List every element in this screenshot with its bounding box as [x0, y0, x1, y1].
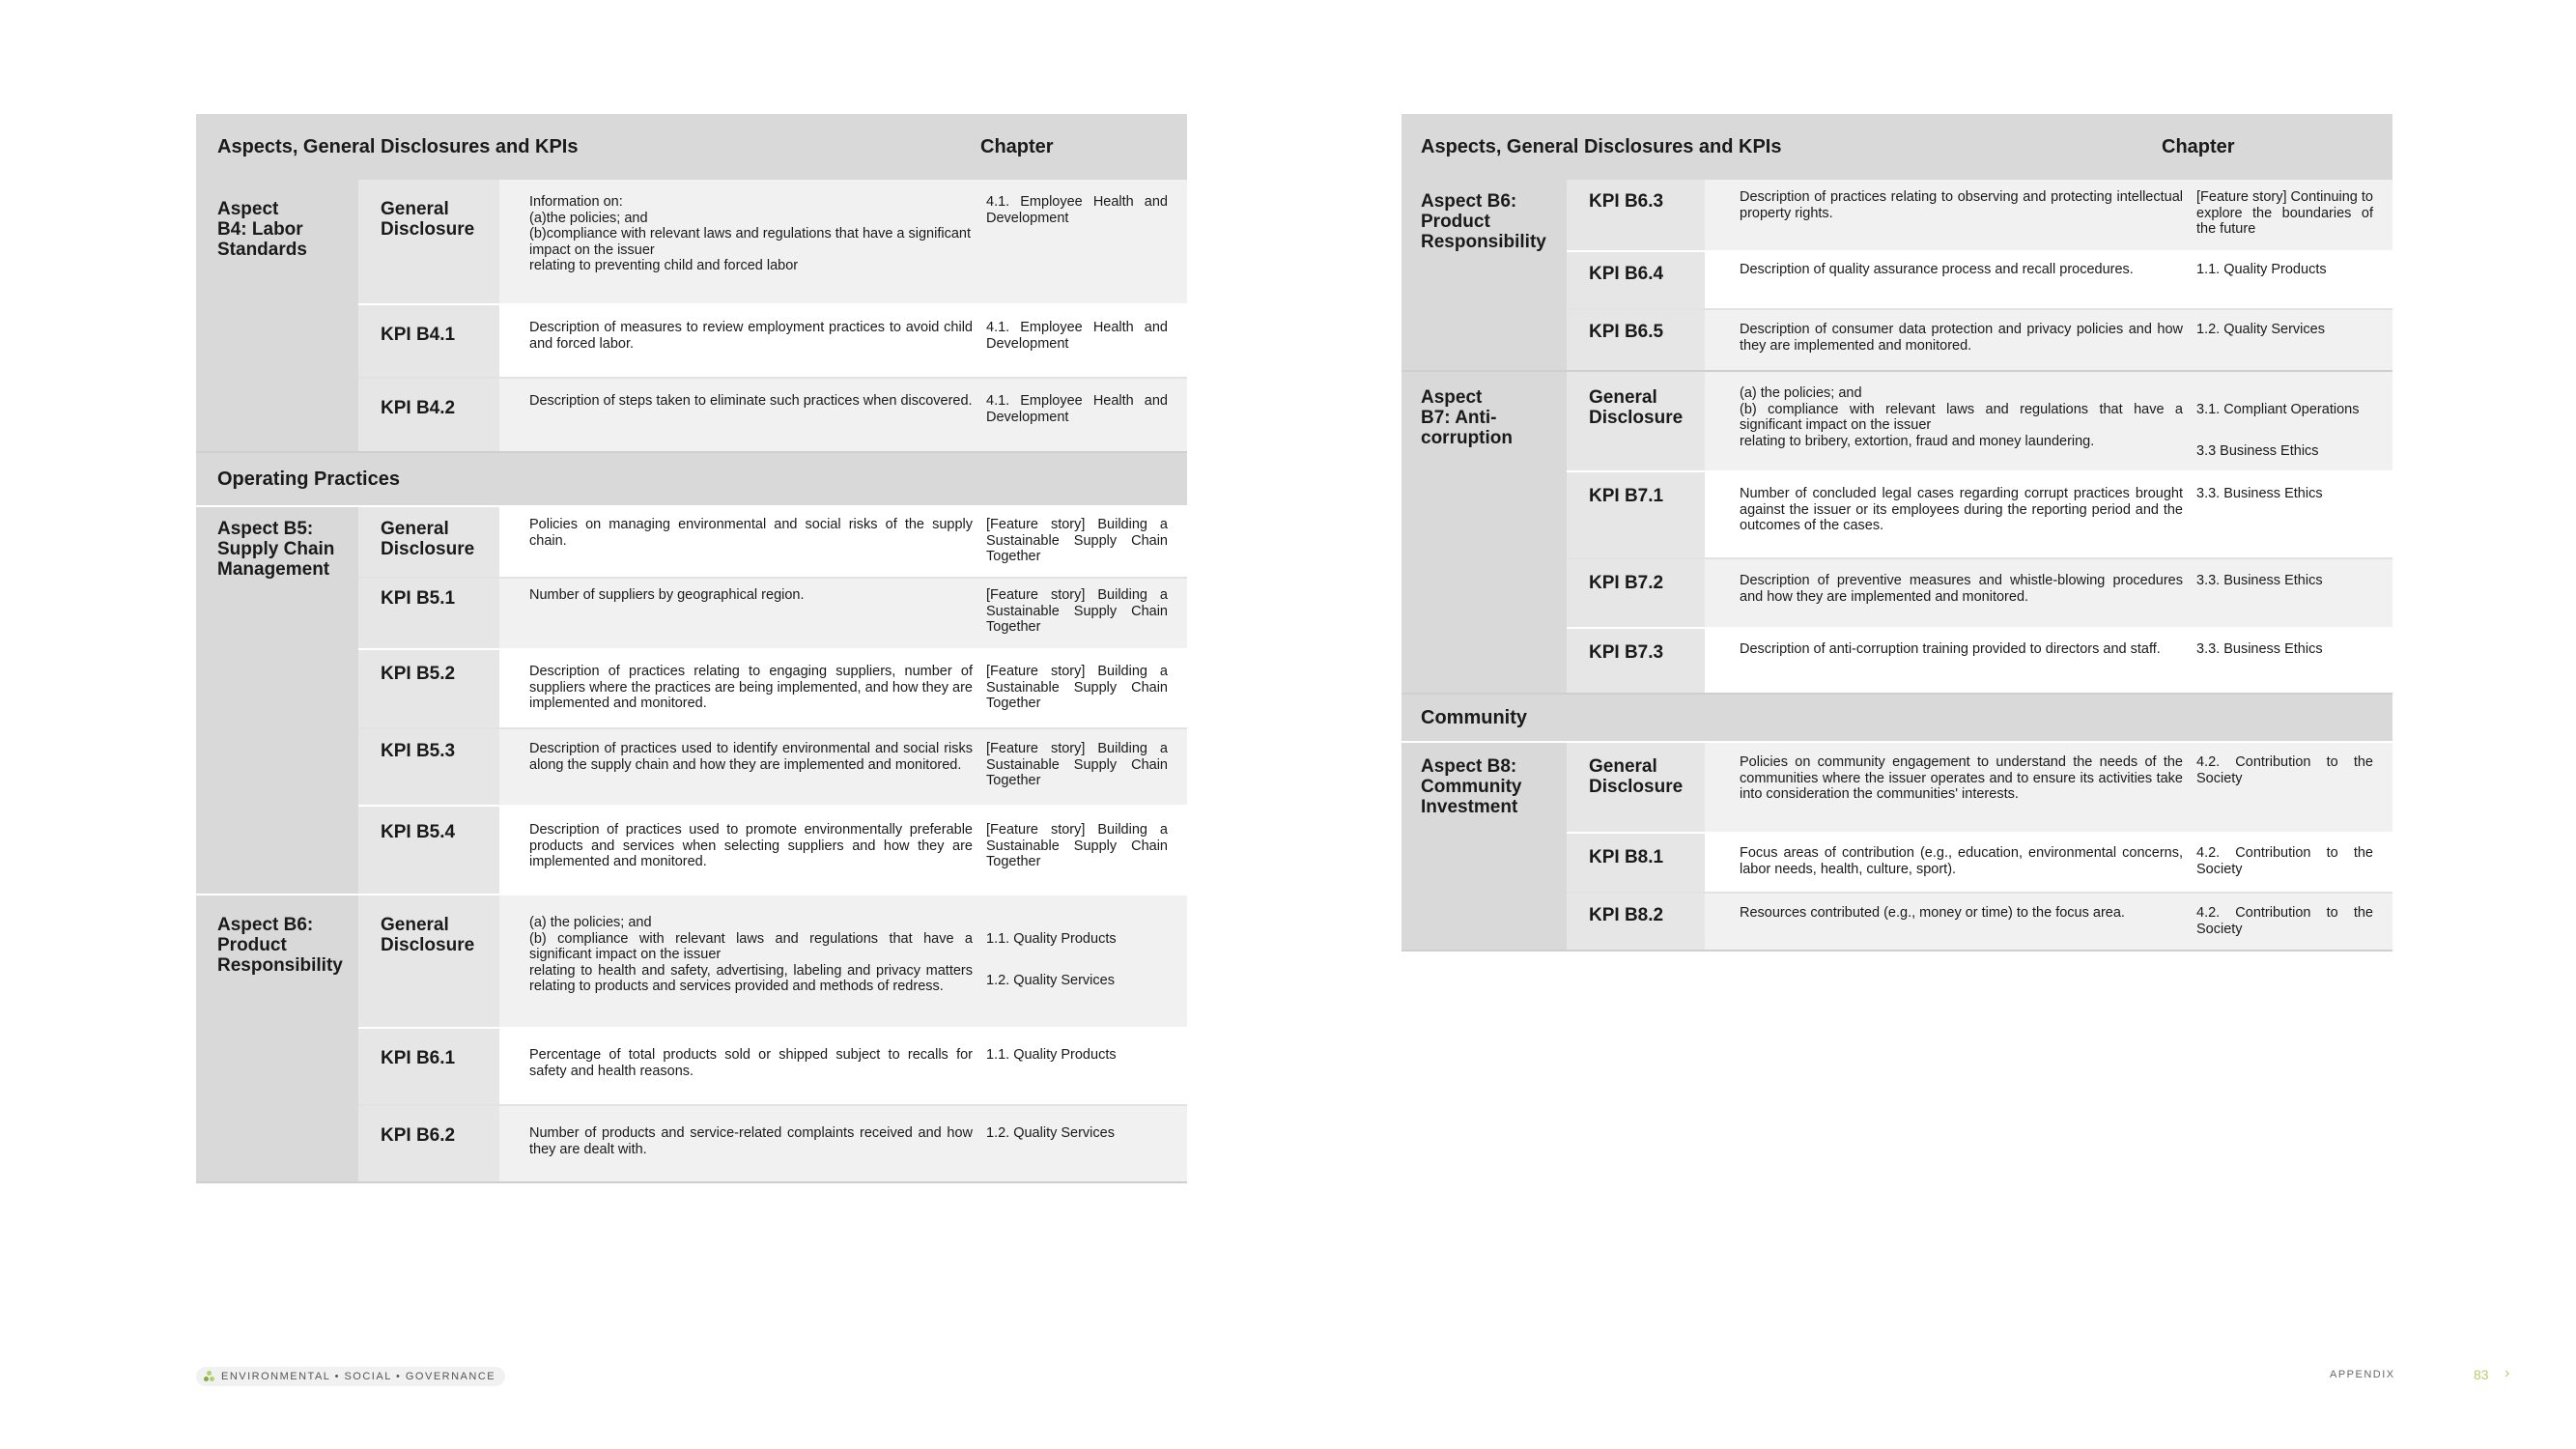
table-row [1567, 252, 2392, 310]
aspect-b6 [1401, 180, 2392, 370]
chapter-line: 1.1. Quality Products [986, 930, 1117, 947]
disclosure-table-right [1401, 114, 2392, 952]
chevron-right-icon[interactable]: › [2505, 1365, 2510, 1381]
kpi-label: General Disclosure [1567, 372, 1705, 470]
kpi-label: KPI B4.2 [358, 379, 499, 451]
kpi-label: KPI B5.2 [358, 650, 499, 727]
kpi-label: KPI B6.4 [1567, 252, 1705, 308]
table-row [358, 305, 1187, 379]
table-row [358, 650, 1187, 729]
kpi-description: Description of steps taken to eliminate such practices when discovered. [529, 393, 973, 409]
table-row [1567, 629, 2392, 693]
kpi-chapter [2193, 372, 2392, 470]
kpi-description: Description of practices used to identify environmental and social risks along the supply chain and how they are implemented and monitored. [529, 741, 973, 773]
kpi-description: Policies on community engagement to understand the needs of the communities where the issuer operates and to ensure its activities take into consideration the communities' interests. [1740, 754, 2183, 802]
kpi-label: KPI B8.2 [1567, 894, 1705, 950]
aspect-b7-name: Aspect B7: Anti- corruption [1401, 372, 1567, 693]
esg-label: ENVIRONMENTAL • SOCIAL • GOVERNANCE [221, 1371, 496, 1382]
kpi-chapter: [Feature story] Building a Sustainable Supply Chain Together [986, 587, 1168, 635]
kpi-description: Information on: (a)the policies; and (b)compliance with relevant laws and regulations that have a significant impact on the issuer relating to preventing child and forced labor [529, 194, 971, 273]
header-chapter: Chapter [980, 135, 1054, 157]
section-community: Community [1401, 693, 2392, 741]
esg-footer-badge [196, 1367, 505, 1386]
appendix-label: APPENDIX [2330, 1369, 2395, 1380]
kpi-label: KPI B7.3 [1567, 629, 1705, 693]
table-row [1567, 372, 2392, 472]
kpi-description: Description of practices relating to observing and protecting intellectual property rights. [1740, 189, 2183, 221]
kpi-description: Description of measures to review employment practices to avoid child and forced labor. [529, 320, 973, 352]
kpi-chapter: 3.3. Business Ethics [2196, 641, 2323, 657]
table-row [358, 895, 1187, 1029]
kpi-chapter: [Feature story] Building a Sustainable Supply Chain Together [986, 741, 1168, 788]
table-row [1567, 743, 2392, 834]
table-row [358, 579, 1187, 650]
kpi-label: KPI B6.1 [358, 1029, 499, 1104]
table-row [358, 507, 1187, 579]
aspect-b7 [1401, 370, 2392, 693]
table-row [1567, 180, 2392, 252]
kpi-label: KPI B6.3 [1567, 180, 1705, 250]
table-header [196, 114, 1187, 180]
kpi-label: General Disclosure [1567, 743, 1705, 832]
kpi-description: Percentage of total products sold or shipped subject to recalls for safety and health reasons. [529, 1047, 973, 1079]
kpi-description: Number of products and service-related complaints received and how they are dealt with. [529, 1125, 973, 1157]
kpi-chapter: 4.2. Contribution to the Society [2196, 754, 2373, 786]
kpi-description: Description of consumer data protection and privacy policies and how they are implemented and monitored. [1740, 322, 2183, 354]
kpi-label: KPI B7.1 [1567, 472, 1705, 557]
table-row [1567, 559, 2392, 629]
kpi-description: Number of concluded legal cases regarding corrupt practices brought against the issuer or its employees during the reporting period and the outcomes of the cases. [1740, 486, 2183, 533]
kpi-chapter: 4.2. Contribution to the Society [2196, 845, 2373, 877]
kpi-label: General Disclosure [358, 895, 499, 1027]
esg-leaf-icon [204, 1371, 215, 1382]
header-aspects: Aspects, General Disclosures and KPIs [217, 135, 579, 157]
aspect-b5 [196, 505, 1187, 894]
table-row [1567, 472, 2392, 559]
chapter-line: 3.3 Business Ethics [2196, 442, 2319, 459]
kpi-chapter: 1.2. Quality Services [2196, 322, 2325, 337]
kpi-chapter: 3.3. Business Ethics [2196, 486, 2323, 501]
kpi-description: (a) the policies; and (b) compliance with relevant laws and regulations that have a significant impact on the issuer relating to bribery, extortion, fraud and money laundering. [1740, 385, 2183, 449]
section-operating-practices: Operating Practices [196, 451, 1187, 505]
kpi-label: KPI B5.3 [358, 729, 499, 805]
kpi-label: General Disclosure [358, 180, 499, 303]
kpi-label: KPI B7.2 [1567, 559, 1705, 627]
kpi-description: Description of practices relating to engaging suppliers, number of suppliers where the practices are being implemented, and how they are implemented and monitored. [529, 664, 973, 711]
kpi-description: Focus areas of contribution (e.g., education, environmental concerns, labor needs, health, culture, sport). [1740, 845, 2183, 877]
table-header [1401, 114, 2392, 180]
kpi-label: KPI B5.1 [358, 579, 499, 648]
kpi-description: Policies on managing environmental and social risks of the supply chain. [529, 517, 973, 549]
aspect-b6 [196, 894, 1187, 1181]
aspect-b4 [196, 180, 1187, 451]
disclosure-table-left [196, 114, 1187, 1183]
kpi-chapter: [Feature story] Building a Sustainable Supply Chain Together [986, 822, 1168, 869]
aspect-b4-name: Aspect B4: Labor Standards [196, 180, 358, 451]
kpi-chapter: 4.1. Employee Health and Development [986, 320, 1168, 352]
header-aspects: Aspects, General Disclosures and KPIs [1421, 135, 1782, 157]
table-row [1567, 310, 2392, 370]
kpi-chapter: [Feature story] Building a Sustainable Supply Chain Together [986, 517, 1168, 564]
kpi-description: Number of suppliers by geographical region. [529, 587, 805, 603]
aspect-b8-name: Aspect B8: Community Investment [1401, 743, 1567, 950]
kpi-label: KPI B6.2 [358, 1106, 499, 1181]
table-row [358, 1029, 1187, 1106]
aspect-b6-name: Aspect B6: Product Responsibility [1401, 180, 1567, 370]
header-chapter: Chapter [2162, 135, 2235, 157]
table-row [358, 180, 1187, 305]
kpi-description: Resources contributed (e.g., money or time) to the focus area. [1740, 905, 2125, 921]
table-row [358, 729, 1187, 807]
table-row [358, 807, 1187, 894]
aspect-b8 [1401, 741, 2392, 950]
kpi-chapter: [Feature story] Building a Sustainable Supply Chain Together [986, 664, 1168, 711]
page-number: 83 [2474, 1367, 2489, 1382]
kpi-chapter: 1.2. Quality Services [986, 1125, 1115, 1141]
kpi-chapter: 4.2. Contribution to the Society [2196, 905, 2373, 937]
kpi-chapter: [Feature story] Continuing to explore the boundaries of the future [2196, 189, 2373, 237]
table-row [1567, 834, 2392, 894]
chapter-line: 3.1. Compliant Operations [2196, 401, 2360, 417]
table-row [358, 379, 1187, 451]
kpi-chapter [982, 895, 1187, 1027]
kpi-chapter: 3.3. Business Ethics [2196, 573, 2323, 588]
kpi-description: Description of anti-corruption training provided to directors and staff. [1740, 641, 2161, 657]
aspect-b6-name: Aspect B6: Product Responsibility [196, 895, 358, 1181]
kpi-description: Description of preventive measures and whistle-blowing procedures and how they are implemented and monitored. [1740, 573, 2183, 605]
kpi-label: KPI B5.4 [358, 807, 499, 894]
kpi-description: (a) the policies; and (b) compliance with relevant laws and regulations that have a significant impact on the issuer relating to health and safety, advertising, labeling and privacy matters relating to products and services provided and methods of redress. [529, 915, 973, 994]
kpi-label: KPI B4.1 [358, 305, 499, 377]
kpi-label: KPI B8.1 [1567, 834, 1705, 892]
kpi-label: General Disclosure [358, 507, 499, 577]
table-row [1567, 894, 2392, 950]
kpi-chapter: 4.1. Employee Health and Development [986, 194, 1168, 226]
chapter-line: 1.2. Quality Services [986, 972, 1115, 988]
kpi-description: Description of quality assurance process and recall procedures. [1740, 262, 2134, 277]
kpi-chapter: 1.1. Quality Products [986, 1047, 1117, 1063]
kpi-description: Description of practices used to promote environmentally preferable products and services when selecting suppliers and how they are implemented and monitored. [529, 822, 973, 869]
kpi-chapter: 1.1. Quality Products [2196, 262, 2327, 277]
table-row [358, 1106, 1187, 1181]
kpi-chapter: 4.1. Employee Health and Development [986, 393, 1168, 425]
kpi-label: KPI B6.5 [1567, 310, 1705, 370]
aspect-b5-name: Aspect B5: Supply Chain Management [196, 507, 358, 894]
